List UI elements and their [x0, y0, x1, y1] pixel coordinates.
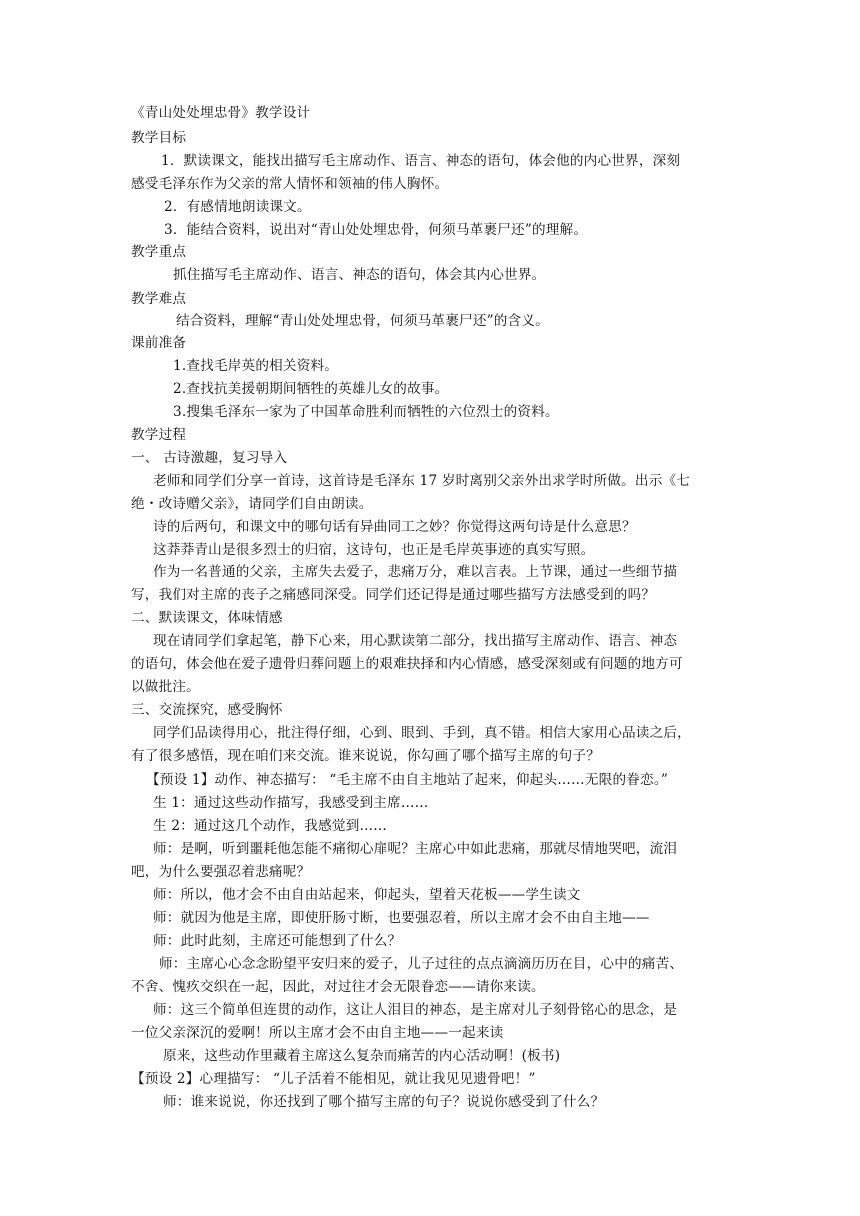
- teacher-line-1-b: 吧，为什么要强忍着悲痛呢？: [131, 864, 311, 880]
- section-2-heading: 二、默读课文，体味情感: [131, 610, 283, 626]
- prep-item-3: 3.搜集毛泽东一家为了中国革命胜利而牺牲的六位烈士的资料。: [173, 404, 559, 420]
- teacher-line-6-a: 师：这三个简单但连贯的动作，这让人泪目的神态，是主席对儿子刻骨铭心的思念，是: [153, 1002, 678, 1018]
- section-2-para-1-line-3: 以做批注。: [131, 679, 200, 695]
- teacher-line-5-b: 不舍、愧疚交织在一起，因此，对过往才会无限眷恋——请你来读。: [131, 979, 545, 995]
- teacher-line-2: 师：所以，他才会不由自由站起来，仰起头，望着天花板——学生读文: [153, 887, 581, 903]
- teacher-line-4: 师：此时此刻，主席还可能想到了什么？: [153, 933, 402, 949]
- section-1-para-4-line-2: 写，我们对主席的丧子之痛感同深受。同学们还记得是通过哪些描写方法感受到的吗？: [131, 587, 656, 603]
- section-3-para-1-line-1: 同学们品读得用心，批注得仔细，心到、眼到、手到，真不错。相信大家用心品读之后，: [153, 725, 691, 741]
- key-points-heading: 教学重点: [131, 244, 187, 260]
- preset-1: 【预设 1】动作、神态描写： “毛主席不由自主地站了起来，仰起头……无限的眷恋。”: [146, 772, 668, 788]
- section-2-para-1-line-2: 的语句，体会他在爱子遗骨归葬问题上的艰难抉择和内心情感，感受深刻或有问题的地方可: [131, 656, 683, 672]
- difficulty-heading: 教学难点: [131, 291, 187, 307]
- key-points-text: 抓住描写毛主席动作、语言、神态的语句，体会其内心世界。: [173, 267, 546, 283]
- preparation-heading: 课前准备: [131, 335, 187, 351]
- teacher-line-5-a: 师：主席心心念念盼望平安归来的爱子，儿子过往的点点滴滴历历在目，心中的痛苦、: [159, 956, 684, 972]
- prep-item-1: 1.查找毛岸英的相关资料。: [173, 358, 339, 374]
- goal-1-line-2: 感受毛泽东作为父亲的常人情怀和领袖的伟人胸怀。: [131, 176, 449, 192]
- section-3-heading: 三、交流探究，感受胸怀: [131, 702, 283, 718]
- section-1-para-1-line-2: 绝・改诗赠父亲》，请同学们自由朗读。: [131, 496, 373, 512]
- section-3-para-1-line-2: 有了很多感悟，现在咱们来交流。谁来说说，你勾画了哪个描写主席的句子？: [131, 748, 600, 764]
- goal-1-line-1: 1．默读课文，能找出描写毛主席动作、语言、神态的语句，体会他的内心世界，深刻: [161, 153, 681, 169]
- document-title: 《青山处处埋忠骨》教学设计: [131, 105, 311, 121]
- section-1-para-1-line-1: 老师和同学们分享一首诗，这首诗是毛泽东 17 岁时离别父亲外出求学时所做。出示《七: [153, 473, 691, 489]
- section-1-para-4-line-1: 作为一名普通的父亲，主席失去爱子，悲痛万分，难以言表。上节课，通过一些细节描: [153, 564, 678, 580]
- goal-2: 2．有感情地朗读课文。: [164, 199, 311, 215]
- section-1-para-3: 这莽莽青山是很多烈士的归宿，这诗句，也正是毛岸英事迹的真实写照。: [153, 542, 595, 558]
- teacher-line-1-a: 师：是啊，听到噩耗他怎能不痛彻心扉呢？主席心中如此悲痛，那就尽情地哭吧，流泪: [153, 841, 678, 857]
- section-1-heading: 一、 古诗激趣，复习导入: [131, 450, 288, 466]
- preset-2: 【预设 2】心理描写： “儿子活着不能相见，就让我见见遗骨吧！”: [131, 1071, 536, 1087]
- difficulty-text: 结合资料，理解“青山处处埋忠骨，何须马革裹尸还”的含义。: [176, 313, 549, 329]
- student-2-reply: 生 2：通过这几个动作，我感觉到……: [153, 818, 388, 834]
- section-2-para-1-line-1: 现在请同学们拿起笔，静下心来，用心默读第二部分，找出描写主席动作、语言、神态: [153, 633, 678, 649]
- student-1-reply: 生 1：通过这些动作描写，我感受到主席……: [153, 795, 429, 811]
- teacher-line-7: 原来，这些动作里藏着主席这么复杂而痛苦的内心活动啊！(板书): [163, 1048, 561, 1064]
- teacher-line-3: 师：就因为他是主席，即使肝肠寸断，也要强忍着，所以主席才会不由自主地——: [153, 910, 650, 926]
- goal-3: 3．能结合资料，说出对“青山处处埋忠骨，何须马革裹尸还”的理解。: [164, 222, 588, 238]
- section-1-para-2: 诗的后两句，和课文中的哪句话有异曲同工之妙？你觉得这两句诗是什么意思？: [153, 519, 636, 535]
- process-heading: 教学过程: [131, 427, 187, 443]
- prep-item-2: 2.查找抗美援朝期间牺牲的英雄儿女的故事。: [173, 381, 449, 397]
- goals-heading: 教学目标: [131, 130, 187, 146]
- teacher-line-8: 师：谁来说说，你还找到了哪个描写主席的句子？说说你感受到了什么？: [163, 1094, 605, 1110]
- teacher-line-6-b: 一位父亲深沉的爱啊！所以主席才会不由自主地——一起来读: [131, 1025, 504, 1041]
